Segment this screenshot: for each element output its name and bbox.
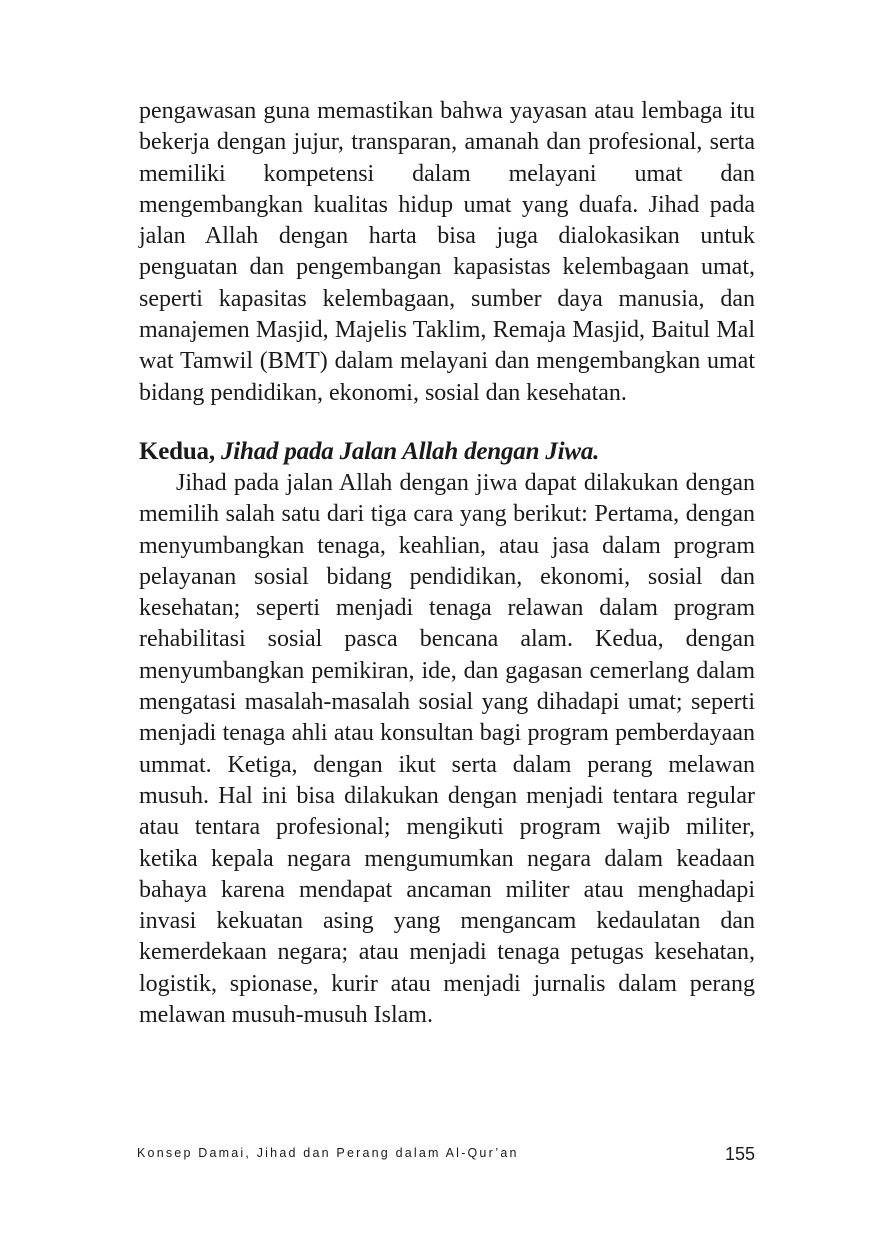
- body-paragraph-1: [139, 96, 755, 409]
- heading-lead: Kedua,: [139, 438, 215, 465]
- heading-title: Jihad pada Jalan Allah dengan Jiwa.: [220, 438, 600, 465]
- page-number: 155: [724, 1144, 755, 1164]
- section-heading: [139, 436, 755, 467]
- paragraph-text: Jihad pada jalan Allah dengan jiwa dapat dilakukan dengan memilih salah satu dari tiga cara yang berikut: Pertama, dengan menyumbangkan tenaga, keahlian, atau jasa dalam program pelayanan sosial bidang pendidikan, ekonomi, sosial dan kesehatan; seperti menjadi tenaga relawan dalam program rehabilitasi sosial pasca bencana alam. Kedua, dengan menyumbangkan pemikiran, ide, dan gagasan cemerlang dalam mengatasi masalah-masalah sosial yang dihadapi umat; seperti menjadi tenaga ahli atau konsultan bagi program pemberdayaan ummat. Ketiga, dengan ikut serta dalam perang melawan musuh. Hal ini bisa dilakukan dengan menjadi tentara regular atau tentara profesional; mengikuti program wajib militer, ketika kepala negara mengumumkan negara dalam keadaan bahaya karena mendapat ancaman militer atau menghadapi invasi kekuatan asing yang mengancam kedaulatan dan kemerdekaan negara; atau menjadi tenaga petugas kesehatan, logistik, spionase, kurir atau menjadi jurnalis dalam perang melawan musuh-musuh Islam.: [139, 470, 755, 1029]
- paragraph-text: pengawasan guna memastikan bahwa yayasan atau lembaga itu bekerja dengan jujur, transparan, amanah dan profesional, serta memiliki kompetensi dalam melayani umat dan mengembangkan kualitas hidup umat yang duafa. Jihad pada jalan Allah dengan harta bisa juga dialokasikan untuk penguatan dan pengembangan kapasistas kelembagaan umat, seperti kapasitas kelembagaan, sumber daya manusia, dan manajemen Masjid, Majelis Taklim, Remaja Masjid, Baitul Mal wat Tamwil (BMT) dalam melayani dan mengembangkan umat bidang pendidikan, ekonomi, sosial dan kesehatan.: [139, 98, 755, 406]
- running-footer-title: Konsep Damai, Jihad dan Perang dalam Al-Qur’an: [137, 1146, 519, 1160]
- body-paragraph-2: [139, 468, 755, 1031]
